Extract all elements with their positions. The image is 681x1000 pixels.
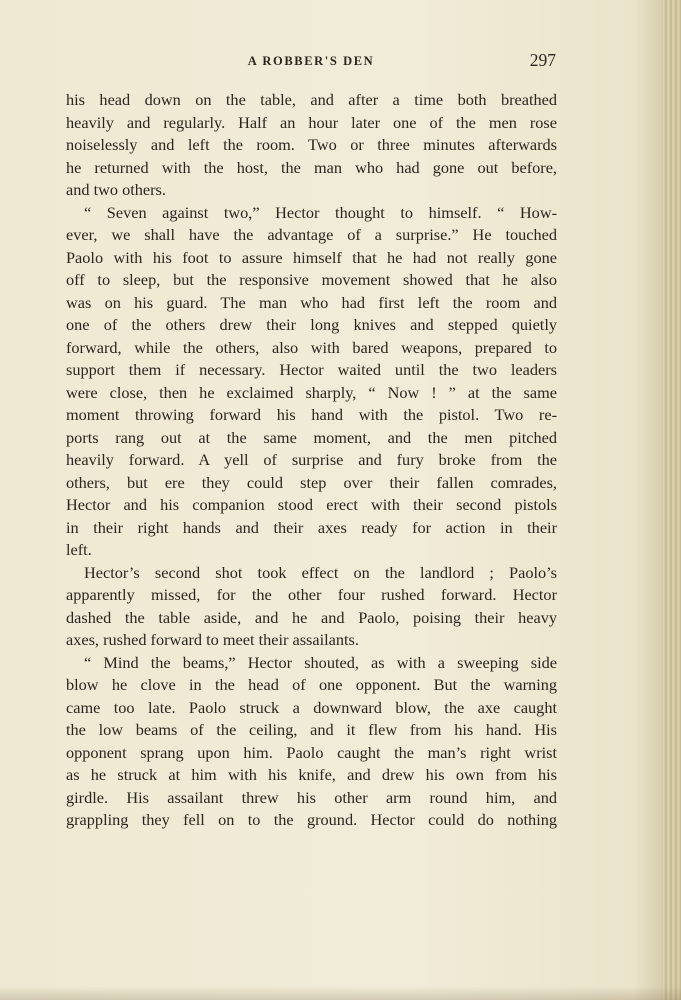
body-text	[66, 89, 557, 832]
text-line: “ Seven against two,” Hector thought to himself. “ How-	[84, 202, 557, 222]
text-line: moment throwing forward his hand with the pistol. Two re-	[66, 405, 557, 424]
text-line: “ Mind the beams,” Hector shouted, as with a sweeping side	[84, 652, 557, 672]
text-line: dashed the table aside, and he and Paolo, poising their heavy	[66, 607, 557, 627]
text-line: ever, we shall have the advantage of a surprise.” He touched	[66, 225, 557, 244]
text-line: left.	[66, 540, 92, 559]
text-line: support them if necessary. Hector waited until the two leaders	[66, 360, 557, 379]
text-line: heavily and regularly. Half an hour later one of the men rose	[66, 112, 557, 132]
text-line: Hector’s second shot took effect on the landlord ; Paolo’s	[84, 562, 557, 582]
text-line: as he struck at him with his knife, and drew his own from his	[66, 765, 557, 784]
page-header	[66, 50, 556, 74]
page-edge	[663, 0, 681, 1000]
text-line: was on his guard. The man who had first left the room and	[66, 292, 557, 312]
text-line: opponent sprang upon him. Paolo caught the man’s right wrist	[66, 742, 557, 762]
text-line: blow he clove in the head of one opponent. But the warning	[66, 675, 557, 694]
text-line: in their right hands and their axes ready for action in their	[66, 517, 557, 537]
text-line: came too late. Paolo struck a downward blow, the axe caught	[66, 697, 557, 717]
text-line: his head down on the table, and after a time both breathed	[66, 90, 557, 109]
text-line: noiselessly and left the room. Two or three minutes afterwards	[66, 135, 557, 154]
text-line: Paolo with his foot to assure himself that he had not really gone	[66, 247, 557, 267]
text-line: axes, rushed forward to meet their assailants.	[66, 630, 359, 649]
text-line: forward, while the others, also with bared weapons, prepared to	[66, 337, 557, 357]
page-bottom-shadow	[0, 986, 681, 1000]
text-line: were close, then he exclaimed sharply, “ Now ! ” at the same	[66, 382, 557, 402]
text-line: Hector and his companion stood erect with their second pistols	[66, 495, 557, 514]
text-line: one of the others drew their long knives and stepped quietly	[66, 315, 557, 334]
text-line: apparently missed, for the other four rushed forward. Hector	[66, 585, 557, 604]
text-line: heavily forward. A yell of surprise and fury broke from the	[66, 450, 557, 469]
text-line: he returned with the host, the man who had gone out before,	[66, 157, 557, 177]
text-line: off to sleep, but the responsive movement showed that he also	[66, 270, 557, 289]
page-number: 297	[529, 50, 556, 70]
text-line: girdle. His assailant threw his other arm round him, and	[66, 787, 557, 807]
text-line: others, but ere they could step over their fallen comrades,	[66, 472, 557, 492]
text-line: and two others.	[66, 180, 166, 199]
running-head: A ROBBER'S DEN	[247, 54, 375, 68]
text-line: the low beams of the ceiling, and it flew from his hand. His	[66, 720, 557, 739]
text-line: grappling they fell on to the ground. Hector could do nothing	[66, 810, 557, 829]
text-line: ports rang out at the same moment, and the men pitched	[66, 427, 557, 447]
